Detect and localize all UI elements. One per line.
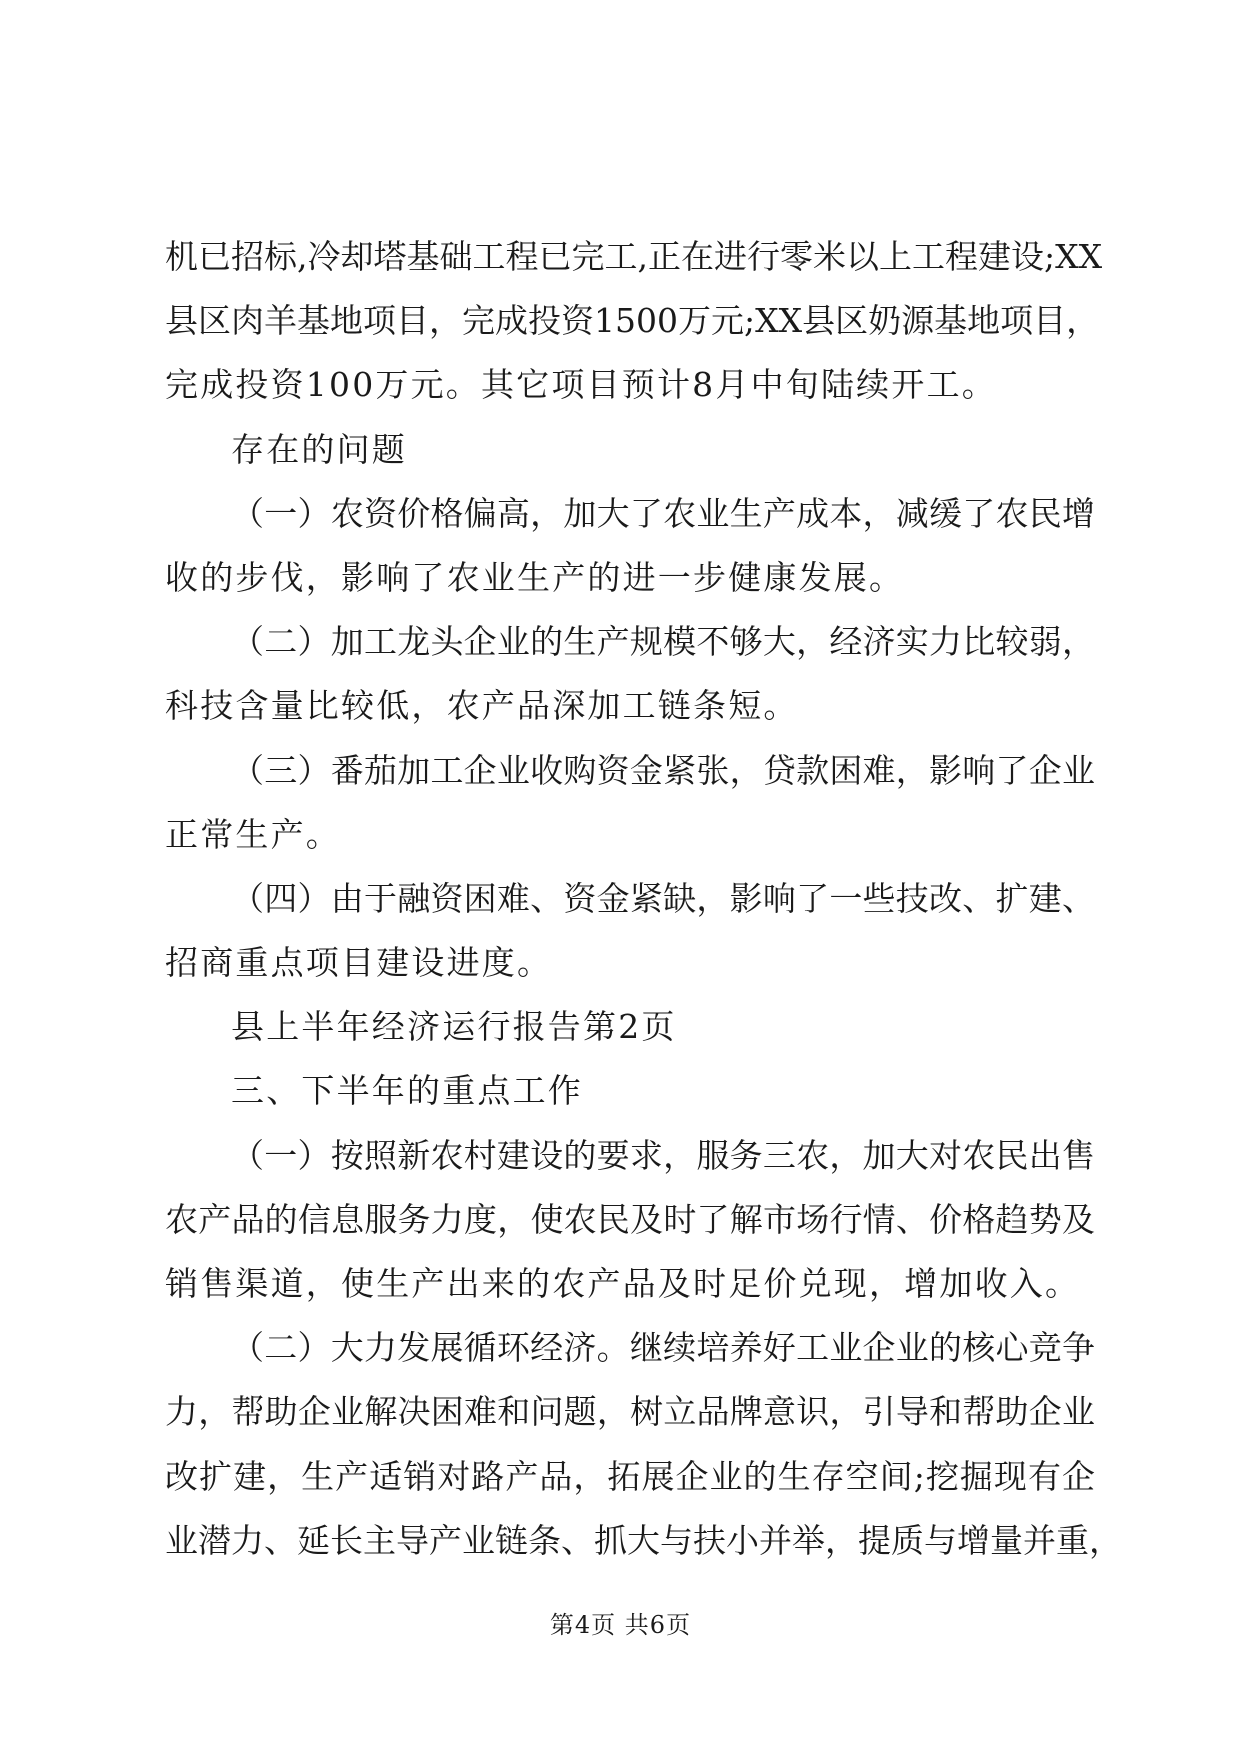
text-line: 销售渠道，使生产出来的农产品及时足价兑现，增加收入。 xyxy=(165,1264,1081,1303)
text-line: 县区肉羊基地项目，完成投资1500万元;XX县区奶源基地项目， xyxy=(165,301,1100,341)
text-line: （一）按照新农村建设的要求，服务三农，加大对农民出售 xyxy=(231,1135,1095,1175)
text-line: （一）农资价格偏高，加大了农业生产成本，减缓了农民增 xyxy=(231,493,1095,533)
section-heading: 存在的问题 xyxy=(231,429,407,469)
text-line: 招商重点项目建设进度。 xyxy=(165,943,553,983)
document-body xyxy=(165,225,1122,1573)
text-line: 改扩建，生产适销对路产品，拓展企业的生存空间;挖掘现有企 xyxy=(165,1456,1095,1496)
text-line: （四）由于融资困难、资金紧缺，影响了一些技改、扩建、 xyxy=(231,878,1095,918)
text-line: （二）加工龙头企业的生产规模不够大，经济实力比较弱， xyxy=(231,622,1095,662)
text-line: 力，帮助企业解决困难和问题，树立品牌意识，引导和帮助企业 xyxy=(165,1392,1095,1432)
text-line: 机已招标,冷却塔基础工程已完工,正在进行零米以上工程建设;XX xyxy=(165,237,1103,276)
inline-page-label: 县上半年经济运行报告第2页 xyxy=(231,1007,677,1047)
text-line: 正常生产。 xyxy=(165,814,341,854)
page-indicator: 第4页 共6页 xyxy=(549,1611,692,1639)
text-line: 收的步伐，影响了农业生产的进一步健康发展。 xyxy=(165,557,905,597)
text-line: （二）大力发展循环经济。继续培养好工业企业的核心竞争 xyxy=(231,1328,1095,1368)
text-line: 科技含量比较低，农产品深加工链条短。 xyxy=(165,686,799,726)
section-heading: 三、下半年的重点工作 xyxy=(231,1071,583,1111)
text-line: （三）番茄加工企业收购资金紧张，贷款困难，影响了企业 xyxy=(231,750,1095,790)
text-line: 完成投资100万元。其它项目预计8月中旬陆续开工。 xyxy=(165,365,997,405)
page-footer xyxy=(0,1605,1241,1640)
text-line: 业潜力、延长主导产业链条、抓大与扶小并举，提质与增量并重， xyxy=(165,1520,1122,1560)
text-line: 农产品的信息服务力度，使农民及时了解市场行情、价格趋势及 xyxy=(165,1199,1095,1239)
